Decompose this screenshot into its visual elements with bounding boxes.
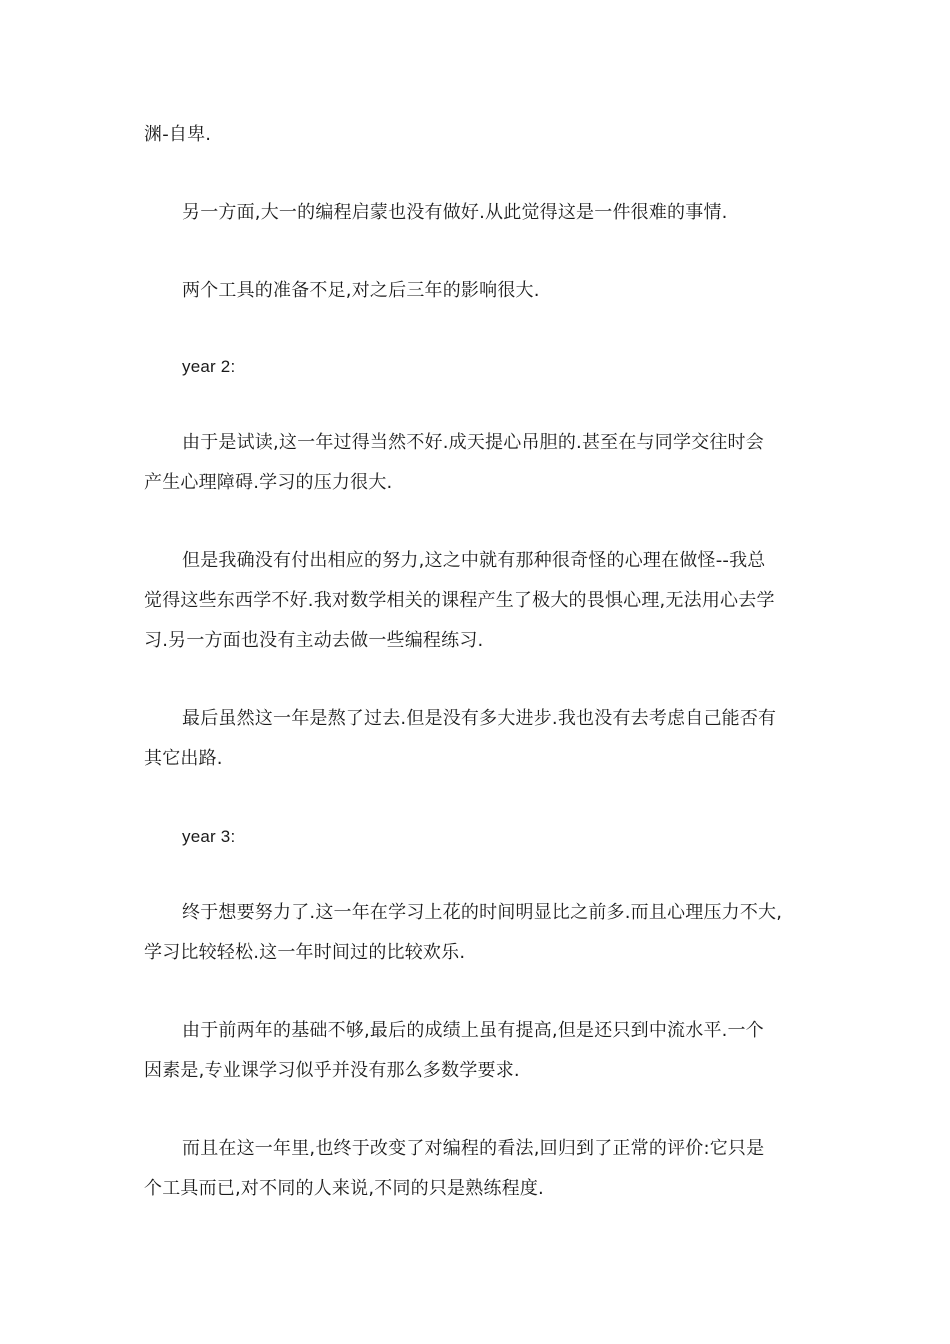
- paragraph-line: 因素是,专业课学习似乎并没有那么多数学要求.: [144, 1060, 520, 1081]
- paragraph-line: 终于想要努力了.这一年在学习上花的时间明显比之前多.而且心理压力不大,: [182, 902, 783, 923]
- paragraph-line: 其它出路.: [144, 748, 223, 769]
- paragraph-continuation: 渊-自卑.: [144, 124, 212, 145]
- paragraph-line: 而且在这一年里,也终于改变了对编程的看法,回归到了正常的评价:它只是: [182, 1138, 765, 1159]
- paragraph-line: 觉得这些东西学不好.我对数学相关的课程产生了极大的畏惧心理,无法用心去学: [144, 590, 775, 611]
- paragraph-line: 产生心理障碍.学习的压力很大.: [144, 472, 393, 493]
- paragraph-line: 个工具而已,对不同的人来说,不同的只是熟练程度.: [144, 1178, 544, 1199]
- section-heading-year-3: year 3:: [182, 827, 236, 846]
- paragraph-line: 最后虽然这一年是熬了过去.但是没有多大进步.我也没有去考虑自己能否有: [182, 708, 777, 729]
- paragraph-line: 学习比较轻松.这一年时间过的比较欢乐.: [144, 942, 466, 963]
- paragraph-line: 另一方面,大一的编程启蒙也没有做好.从此觉得这是一件很难的事情.: [182, 202, 728, 223]
- paragraph-line: 由于前两年的基础不够,最后的成绩上虽有提高,但是还只到中流水平.一个: [182, 1020, 764, 1041]
- paragraph-line: 习.另一方面也没有主动去做一些编程练习.: [144, 630, 484, 651]
- paragraph-line: 由于是试读,这一年过得当然不好.成天提心吊胆的.甚至在与同学交往时会: [182, 432, 764, 453]
- paragraph-line: 但是我确没有付出相应的努力,这之中就有那种很奇怪的心理在做怪--我总: [182, 550, 766, 571]
- paragraph-line: 两个工具的准备不足,对之后三年的影响很大.: [182, 280, 540, 301]
- section-heading-year-2: year 2:: [182, 357, 236, 376]
